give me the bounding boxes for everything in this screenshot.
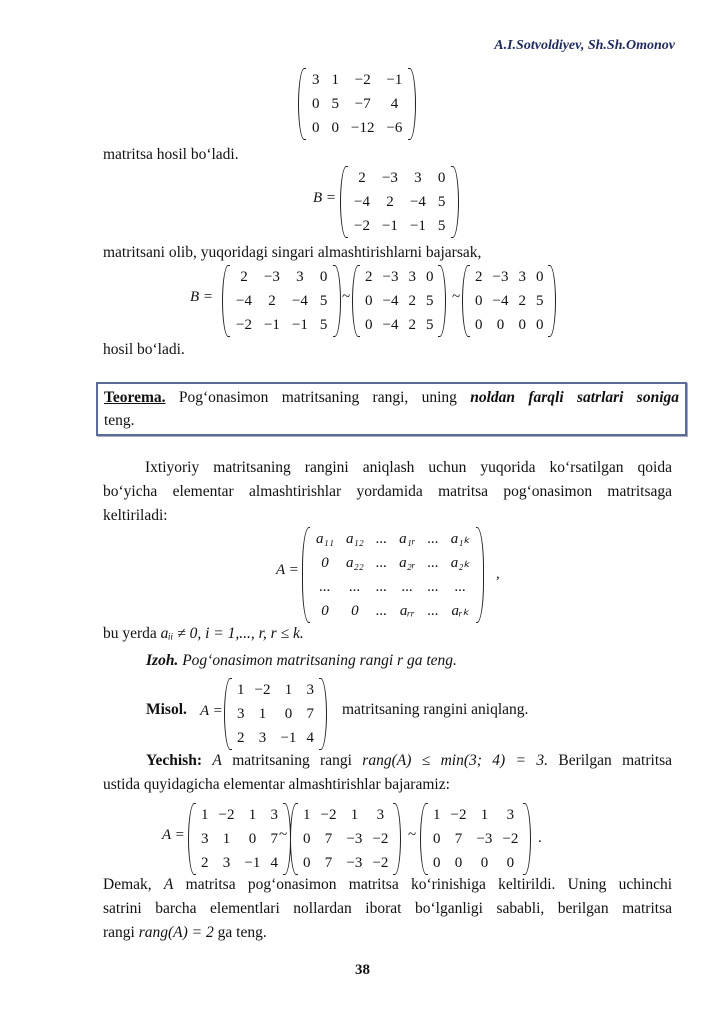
matrix-cell: ... <box>454 579 466 595</box>
matrix-cell: 7 <box>270 831 278 847</box>
matrix-cell: −4 <box>236 293 252 309</box>
matrix-cell: 5 <box>319 317 328 333</box>
matrix-cell: 1 <box>222 831 231 847</box>
matrix-row <box>298 827 393 851</box>
matrix-cell: −2 <box>254 682 271 698</box>
matrix-cell: −4 <box>291 293 308 309</box>
solution-title: Yechish: <box>146 752 202 769</box>
solution-line <box>146 751 672 771</box>
matrix-cell: −3 <box>346 831 363 847</box>
matrix-cell: 3 <box>408 269 416 285</box>
matrix-row <box>196 827 283 851</box>
solution-text: Berilgan matritsa <box>558 752 673 769</box>
matrix-row <box>232 702 319 726</box>
matrix-cell: 0 <box>454 855 463 871</box>
matrix-b-step3 <box>462 265 556 337</box>
matrix-b-step2 <box>352 265 446 337</box>
matrix-cell: ... <box>375 579 388 595</box>
matrix-cell: −1 <box>386 72 403 88</box>
matrix-row <box>298 803 393 827</box>
matrix-cell: 0 <box>518 317 526 333</box>
matrix-cell: ... <box>401 579 413 595</box>
matrix-row <box>428 851 523 875</box>
matrix-cell: 0 <box>496 317 505 333</box>
text-line: matritsani olib, yuqoridagi singari almashtirishlarni bajarsak, <box>103 244 482 261</box>
right-paren <box>476 527 484 623</box>
matrix-cell: −1 <box>381 218 398 234</box>
matrix-cell: −1 <box>263 317 280 333</box>
matrix-cell: 3 <box>506 807 515 823</box>
matrix-cell: 0 <box>312 96 320 112</box>
matrix-cell: 2 <box>408 293 416 309</box>
matrix-cell: 3 <box>312 72 320 88</box>
matrix-cell: ... <box>375 603 388 619</box>
example-title-text: Misol. <box>146 701 187 718</box>
matrix-cell: a₂₂ <box>345 555 364 571</box>
left-paren <box>352 265 360 337</box>
paragraph-line: bo‘yicha elementar almashtirishlar yordamida matritsa pog‘onasimon matritsaga <box>103 483 672 500</box>
matrix-cell: 5 <box>535 293 544 309</box>
matrix-cell: −2 <box>218 807 235 823</box>
tilde: ~ <box>408 827 417 843</box>
conclusion-text: matritsa pog‘onasimon matritsa ko‘rinishiga keltirildi. Uning uchinchi <box>185 876 673 893</box>
theorem-text-end: teng. <box>104 412 135 429</box>
right-paren <box>548 265 556 337</box>
matrix-a-step2 <box>290 803 401 875</box>
tilde: ~ <box>342 289 351 305</box>
matrix-top <box>298 68 416 140</box>
matrix-example <box>224 678 327 750</box>
matrix-row <box>230 313 333 337</box>
matrix-cell: ... <box>427 531 439 547</box>
matrix-cell: 3 <box>296 269 304 285</box>
matrix-cell: ... <box>427 603 439 619</box>
matrix-cell: ... <box>375 531 388 547</box>
matrix-cell: 4 <box>390 96 399 112</box>
matrix-b <box>340 166 459 238</box>
matrix-cell: 0 <box>248 831 257 847</box>
matrix-cell: 2 <box>268 293 276 309</box>
theorem-title: Teorema. <box>104 389 166 406</box>
matrix-cell: 0 <box>331 120 339 136</box>
matrix-row <box>470 313 548 337</box>
matrix-cell: 0 <box>303 855 311 871</box>
conclusion-text: ga teng. <box>217 924 267 941</box>
matrix-cell: −7 <box>354 96 371 112</box>
example-title <box>146 701 187 719</box>
theorem-text: Pog‘onasimon matritsaning rangi, uning <box>165 389 471 406</box>
matrix-cell: 7 <box>324 831 333 847</box>
matrix-cell: −2 <box>372 831 389 847</box>
matrix-label-b: B = <box>190 289 214 305</box>
matrix-cell: 3 <box>201 831 209 847</box>
matrix-cell: 5 <box>437 194 446 210</box>
matrix-cell: 1 <box>331 72 339 88</box>
matrix-cell: 5 <box>425 293 434 309</box>
matrix-cell: −3 <box>382 269 399 285</box>
conclusion-text: rangi <box>103 924 135 941</box>
matrix-cell: −4 <box>409 194 426 210</box>
matrix-cell: 0 <box>321 603 329 619</box>
matrix-label-a: A = <box>162 827 185 843</box>
matrix-cell: 1 <box>248 807 257 823</box>
theorem-emphasis: noldan farqli satrlari soniga <box>470 389 679 406</box>
matrix-cell: 1 <box>201 807 209 823</box>
matrix-cell: a₁ₖ <box>450 531 470 547</box>
matrix-cell: 0 <box>480 855 489 871</box>
matrix-cell: 3 <box>414 170 422 186</box>
matrix-cell: 3 <box>518 269 526 285</box>
right-paren <box>393 803 401 875</box>
matrix-row <box>428 827 523 851</box>
where-condition: aᵢᵢ ≠ 0, i = 1,..., r, r ≤ k. <box>160 625 304 642</box>
left-paren <box>298 68 306 140</box>
matrix-row <box>310 527 476 551</box>
matrix-cell: a₁₁ <box>316 531 334 547</box>
matrix-cell: 2 <box>475 269 483 285</box>
running-header: A.I.Sotvoldiyev, Sh.Sh.Omonov <box>494 38 675 53</box>
conclusion-text: Demak, <box>103 876 152 893</box>
matrix-cell: −4 <box>382 293 399 309</box>
var-a: A <box>163 876 174 893</box>
matrix-cell: 4 <box>306 730 314 746</box>
solution-line: ustida quyidagicha elementar almashtirishlar bajaramiz: <box>103 776 450 793</box>
matrix-cell: 3 <box>270 807 278 823</box>
period: . <box>538 830 542 846</box>
matrix-cell: a₁₂ <box>345 531 364 547</box>
matrix-row <box>196 803 283 827</box>
matrix-cell: 3 <box>222 855 231 871</box>
matrix-cell: 3 <box>376 807 385 823</box>
matrix-cell: 0 <box>365 317 373 333</box>
matrix-cell: 0 <box>433 831 441 847</box>
comma: , <box>496 566 500 582</box>
matrix-cell: 0 <box>312 120 320 136</box>
matrix-cell: 5 <box>331 96 339 112</box>
matrix-cell: 2 <box>386 194 394 210</box>
matrix-cell: −2 <box>450 807 467 823</box>
matrix-cell: 5 <box>319 293 328 309</box>
matrix-row <box>360 265 438 289</box>
matrix-row <box>232 678 319 702</box>
solution-text: matritsaning rangi <box>232 752 352 769</box>
matrix-cell: 1 <box>350 807 359 823</box>
matrix-row <box>428 803 523 827</box>
matrix-row <box>232 726 319 750</box>
matrix-row <box>360 313 438 337</box>
matrix-cell: 0 <box>475 293 483 309</box>
matrix-cell: 0 <box>284 706 293 722</box>
matrix-cell: 0 <box>425 269 434 285</box>
matrix-cell: −1 <box>291 317 308 333</box>
matrix-label-a: A = <box>200 703 223 719</box>
matrix-row <box>470 265 548 289</box>
matrix-cell: −2 <box>372 855 389 871</box>
tilde: ~ <box>452 289 461 305</box>
matrix-row <box>360 289 438 313</box>
matrix-cell: aᵣᵣ <box>399 603 415 619</box>
paragraph-line: keltiriladi: <box>103 507 168 524</box>
matrix-cell: a₂ₖ <box>450 555 470 571</box>
matrix-row <box>298 851 393 875</box>
paragraph-line: Ixtiyoriy matritsaning rangini aniqlash uchun yuqorida ko‘rsatilgan qoida <box>145 459 672 476</box>
right-paren <box>438 265 446 337</box>
matrix-cell: 3 <box>237 706 245 722</box>
text-line: matritsa hosil bo‘ladi. <box>103 146 239 163</box>
matrix-row <box>348 214 451 238</box>
matrix-cell: −4 <box>382 317 399 333</box>
conclusion-line <box>103 923 672 943</box>
matrix-cell: 1 <box>433 807 441 823</box>
where-line <box>103 624 672 644</box>
matrix-cell: 1 <box>237 682 245 698</box>
matrix-cell: −3 <box>492 269 509 285</box>
matrix-cell: aᵣₖ <box>451 603 470 619</box>
matrix-cell: ... <box>319 579 331 595</box>
matrix-label-a: A = <box>276 562 299 578</box>
matrix-cell: −3 <box>263 269 280 285</box>
matrix-row <box>230 265 333 289</box>
matrix-row <box>348 166 451 190</box>
matrix-cell: ... <box>427 555 439 571</box>
matrix-cell: −2 <box>236 317 252 333</box>
matrix-row <box>348 190 451 214</box>
matrix-cell: 1 <box>480 807 489 823</box>
matrix-cell: 7 <box>454 831 463 847</box>
matrix-cell: 0 <box>535 317 544 333</box>
matrix-cell: −1 <box>244 855 261 871</box>
matrix-cell: −2 <box>354 218 370 234</box>
matrix-row <box>306 116 408 140</box>
matrix-cell: a₁ᵣ <box>399 531 416 547</box>
left-paren <box>420 803 428 875</box>
matrix-cell: 5 <box>425 317 434 333</box>
matrix-row <box>230 289 333 313</box>
matrix-general <box>302 527 484 623</box>
matrix-cell: −2 <box>502 831 519 847</box>
matrix-cell: 7 <box>324 855 333 871</box>
matrix-b-step1 <box>222 265 341 337</box>
matrix-cell: 0 <box>319 269 328 285</box>
matrix-row <box>310 575 476 599</box>
page-number: 38 <box>355 962 370 978</box>
matrix-cell: −3 <box>381 170 398 186</box>
matrix-cell: a₂ᵣ <box>399 555 416 571</box>
matrix-cell: 1 <box>303 807 311 823</box>
matrix-row <box>470 289 548 313</box>
matrix-cell: −1 <box>280 730 297 746</box>
matrix-cell: 0 <box>321 555 329 571</box>
matrix-row <box>306 92 408 116</box>
matrix-row <box>196 851 283 875</box>
matrix-row <box>310 551 476 575</box>
matrix-cell: −6 <box>386 120 403 136</box>
matrix-cell: −2 <box>320 807 337 823</box>
matrix-cell: 2 <box>237 730 245 746</box>
where-prefix: bu yerda <box>103 625 161 642</box>
matrix-cell: 2 <box>358 170 366 186</box>
matrix-cell: 0 <box>506 855 515 871</box>
matrix-cell: 0 <box>475 317 483 333</box>
matrix-cell: ... <box>349 579 361 595</box>
matrix-cell: 3 <box>306 682 314 698</box>
matrix-cell: ... <box>427 579 439 595</box>
text-line: hosil bo‘ladi. <box>103 341 185 358</box>
matrix-cell: −4 <box>354 194 370 210</box>
right-paren <box>408 68 416 140</box>
matrix-a-step3 <box>420 803 531 875</box>
matrix-cell: 5 <box>437 218 446 234</box>
matrix-row <box>306 68 408 92</box>
left-paren <box>302 527 310 623</box>
var-a: A <box>212 752 222 769</box>
right-paren <box>333 265 341 337</box>
note-title: Izoh. <box>146 652 179 669</box>
matrix-cell: 2 <box>240 269 248 285</box>
matrix-cell: 2 <box>408 317 416 333</box>
matrix-cell: 1 <box>258 706 267 722</box>
example-text: matritsaning rangini aniqlang. <box>342 701 529 718</box>
tilde: ~ <box>279 827 288 843</box>
left-paren <box>224 678 232 750</box>
matrix-cell: 0 <box>351 603 359 619</box>
right-paren <box>319 678 327 750</box>
left-paren <box>462 265 470 337</box>
right-paren <box>451 166 459 238</box>
note <box>146 651 715 671</box>
theorem-box <box>96 382 687 436</box>
matrix-label-b: B = <box>313 190 337 206</box>
rank-result: rang(A) = 2 <box>138 924 214 941</box>
matrix-cell: −12 <box>351 120 375 136</box>
conclusion-line: satrini barcha elementlari nollardan iborat bo‘lganligi sababli, berilgan matritsa <box>103 900 672 917</box>
matrix-row <box>310 599 476 623</box>
left-paren <box>340 166 348 238</box>
right-paren <box>523 803 531 875</box>
matrix-cell: −2 <box>354 72 371 88</box>
matrix-cell: 4 <box>270 855 278 871</box>
matrix-cell: 0 <box>303 831 311 847</box>
left-paren <box>188 803 196 875</box>
matrix-cell: ... <box>375 555 388 571</box>
matrix-cell: 0 <box>433 855 441 871</box>
matrix-cell: 7 <box>306 706 314 722</box>
left-paren <box>222 265 230 337</box>
matrix-cell: 2 <box>201 855 209 871</box>
matrix-cell: 0 <box>365 293 373 309</box>
matrix-cell: 2 <box>518 293 526 309</box>
rank-formula: rang(A) ≤ min(3; 4) = 3. <box>362 752 548 769</box>
matrix-cell: 0 <box>535 269 544 285</box>
note-text: Pog‘onasimon matritsaning rangi r ga teng. <box>178 652 457 669</box>
left-paren <box>290 803 298 875</box>
conclusion-line <box>103 875 672 895</box>
matrix-cell: −3 <box>476 831 493 847</box>
matrix-cell: 2 <box>365 269 373 285</box>
matrix-cell: −3 <box>346 855 363 871</box>
matrix-cell: −4 <box>492 293 509 309</box>
matrix-cell: 0 <box>437 170 446 186</box>
matrix-a-step1 <box>188 803 291 875</box>
matrix-cell: 3 <box>258 730 267 746</box>
matrix-cell: 1 <box>284 682 293 698</box>
matrix-cell: −1 <box>409 218 426 234</box>
